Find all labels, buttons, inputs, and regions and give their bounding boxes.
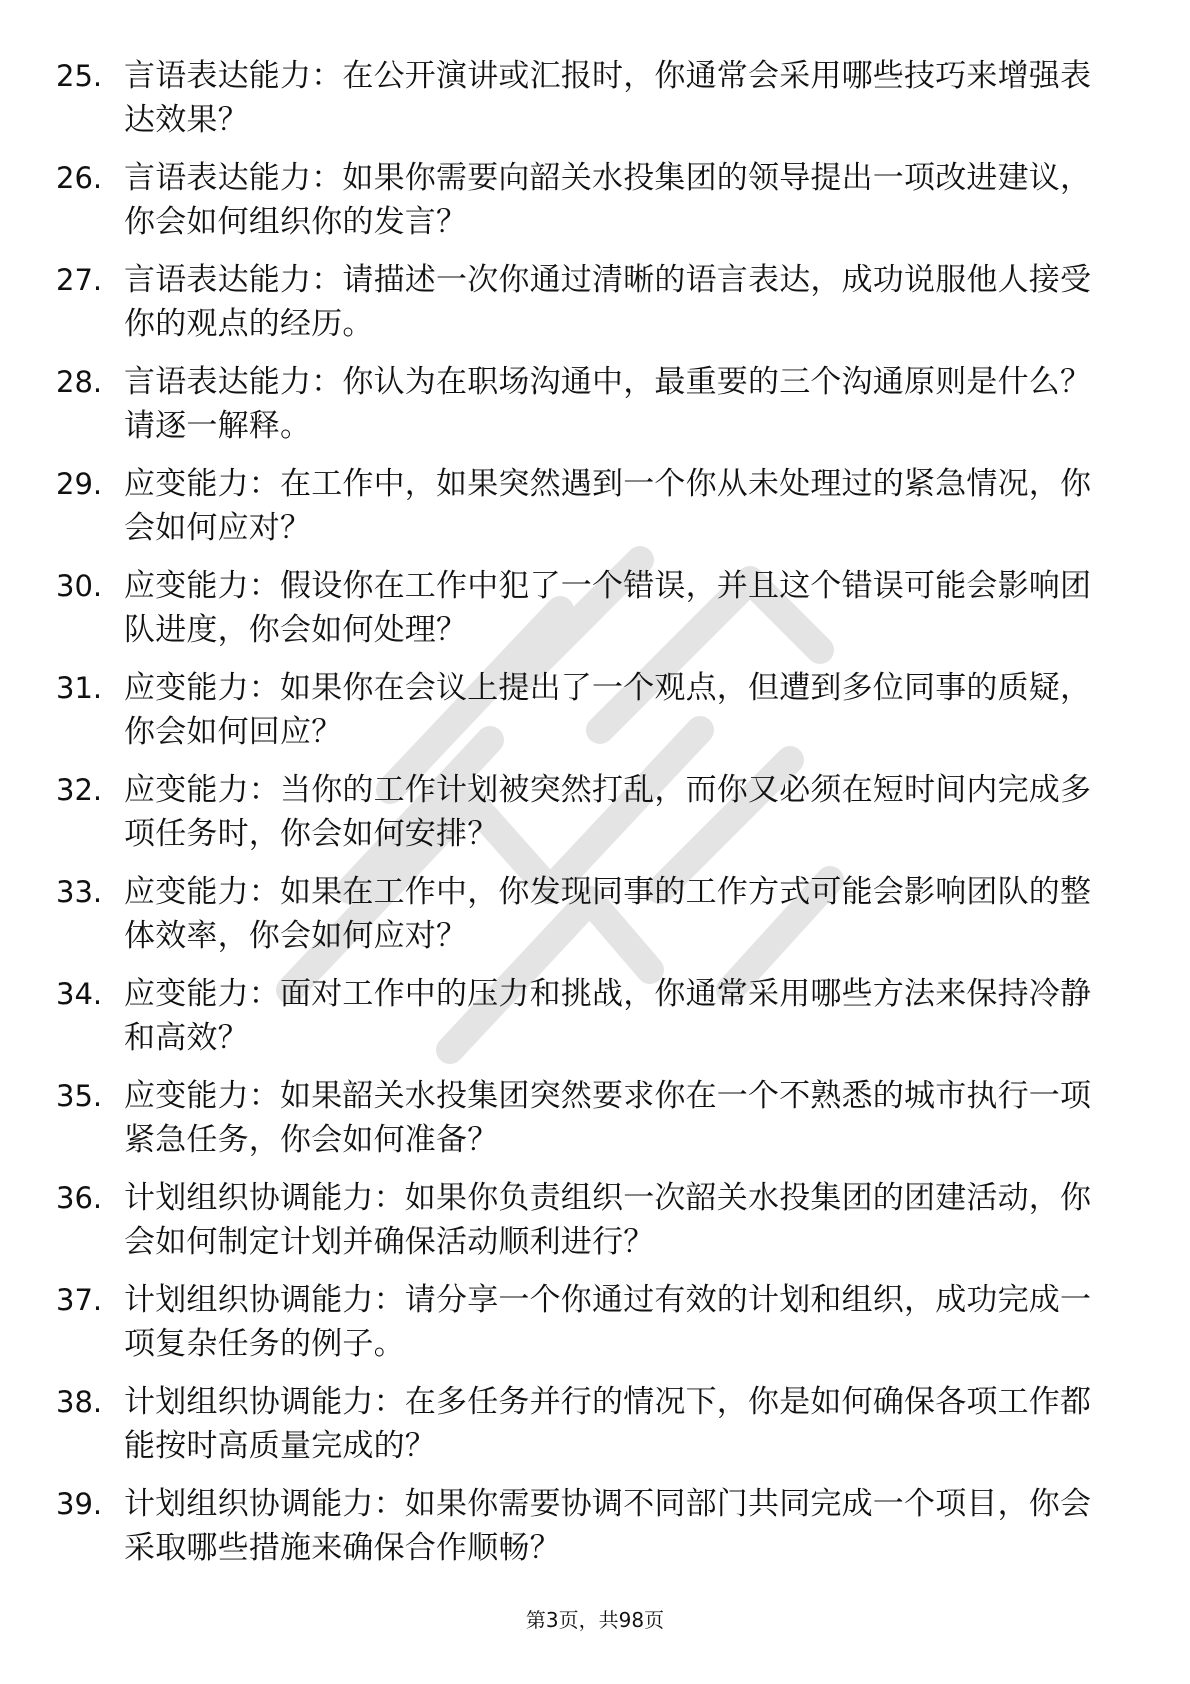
question-number: 27. bbox=[56, 263, 103, 297]
list-item bbox=[56, 666, 1116, 768]
question-text: 应变能力：如果韶关水投集团突然要求你在一个不熟悉的城市执行一项紧急任务，你会如何准备？ bbox=[124, 1078, 1092, 1158]
list-item bbox=[56, 258, 1116, 360]
question-number: 32. bbox=[56, 773, 103, 807]
question-text: 计划组织协调能力：在多任务并行的情况下，你是如何确保各项工作都能按时高质量完成的？ bbox=[124, 1384, 1092, 1464]
page-footer: 第3页，共98页 bbox=[525, 1608, 665, 1632]
question-text: 言语表达能力：请描述一次你通过清晰的语言表达，成功说服他人接受你的观点的经历。 bbox=[124, 262, 1092, 342]
question-number: 34. bbox=[56, 977, 103, 1011]
question-text: 应变能力：当你的工作计划被突然打乱，而你又必须在短时间内完成多项任务时，你会如何安排？ bbox=[124, 772, 1092, 852]
list-item bbox=[56, 156, 1116, 258]
question-number: 38. bbox=[56, 1385, 103, 1419]
question-text: 计划组织协调能力：如果你需要协调不同部门共同完成一个项目，你会采取哪些措施来确保合作顺畅？ bbox=[124, 1486, 1092, 1566]
question-text: 计划组织协调能力：如果你负责组织一次韶关水投集团的团建活动，你会如何制定计划并确保活动顺利进行？ bbox=[124, 1180, 1092, 1260]
list-item bbox=[56, 1482, 1116, 1584]
list-item bbox=[56, 1074, 1116, 1176]
question-number: 30. bbox=[56, 569, 103, 603]
list-item bbox=[56, 1176, 1116, 1278]
question-text: 言语表达能力：在公开演讲或汇报时，你通常会采用哪些技巧来增强表达效果？ bbox=[124, 58, 1092, 138]
list-item bbox=[56, 360, 1116, 462]
question-text: 应变能力：如果在工作中，你发现同事的工作方式可能会影响团队的整体效率，你会如何应对？ bbox=[124, 874, 1092, 954]
list-item bbox=[56, 972, 1116, 1074]
question-text: 言语表达能力：你认为在职场沟通中，最重要的三个沟通原则是什么？请逐一解释。 bbox=[124, 364, 1092, 444]
question-number: 25. bbox=[56, 59, 103, 93]
question-text: 应变能力：如果你在会议上提出了一个观点，但遭到多位同事的质疑，你会如何回应？ bbox=[124, 670, 1092, 750]
list-item bbox=[56, 768, 1116, 870]
question-number: 33. bbox=[56, 875, 103, 909]
list-item bbox=[56, 870, 1116, 972]
question-text: 言语表达能力：如果你需要向韶关水投集团的领导提出一项改进建议，你会如何组织你的发言？ bbox=[124, 160, 1092, 240]
question-number: 26. bbox=[56, 161, 103, 195]
list-item bbox=[56, 462, 1116, 564]
question-number: 29. bbox=[56, 467, 103, 501]
question-number: 39. bbox=[56, 1487, 103, 1521]
question-number: 36. bbox=[56, 1181, 103, 1215]
question-number: 35. bbox=[56, 1079, 103, 1113]
question-number: 37. bbox=[56, 1283, 103, 1317]
question-text: 应变能力：面对工作中的压力和挑战，你通常采用哪些方法来保持冷静和高效？ bbox=[124, 976, 1092, 1056]
list-item bbox=[56, 54, 1116, 156]
question-text: 应变能力：假设你在工作中犯了一个错误，并且这个错误可能会影响团队进度，你会如何处理？ bbox=[124, 568, 1092, 648]
question-text: 计划组织协调能力：请分享一个你通过有效的计划和组织，成功完成一项复杂任务的例子。 bbox=[124, 1282, 1092, 1362]
list-item bbox=[56, 564, 1116, 666]
list-item bbox=[56, 1278, 1116, 1380]
question-number: 28. bbox=[56, 365, 103, 399]
list-item bbox=[56, 1380, 1116, 1482]
question-text: 应变能力：在工作中，如果突然遇到一个你从未处理过的紧急情况，你会如何应对？ bbox=[124, 466, 1092, 546]
question-list bbox=[56, 54, 1116, 1584]
question-number: 31. bbox=[56, 671, 103, 705]
